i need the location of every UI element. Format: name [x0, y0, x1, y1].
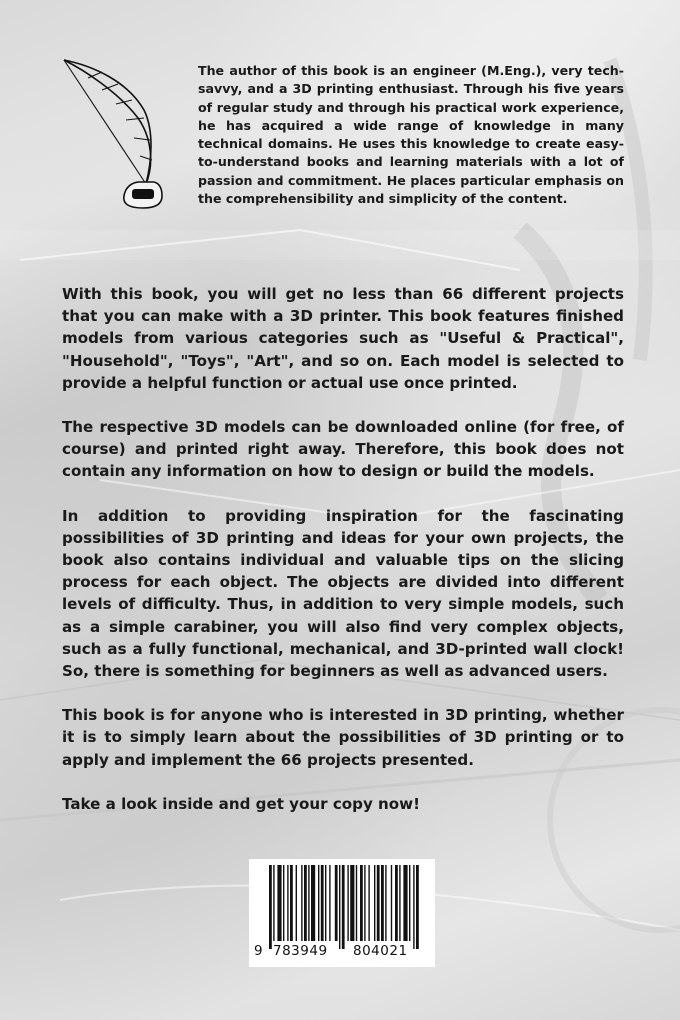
author-bio: The author of this book is an engineer (M.Eng.), very tech-savvy, and a 3D printing enthusiast. Through his five years of regular study and through his practical work experience, he has acquired a wide range of knowledge in many technical domains. He uses this knowledge to create easy-to-understand books and learning materials with a lot of passion and commitment. He places particular emphasis on the comprehensibility and simplicity of the content.: [198, 63, 624, 207]
isbn-number: [249, 943, 435, 963]
barcode-bar: [304, 865, 307, 941]
barcode-bar: [321, 865, 324, 941]
isbn-barcode: [249, 859, 435, 967]
barcode-bar: [391, 865, 392, 941]
barcode-bar: [296, 865, 297, 941]
quill-inkwell-icon: [58, 56, 168, 216]
barcode-bar: [290, 865, 293, 941]
barcode-bar: [273, 865, 274, 941]
barcode-bar: [413, 865, 414, 949]
description-paragraph: This book is for anyone who is interested in 3D printing, whether it is to simply learn about the possibilities of 3D printing or to apply and implement the 66 projects presented.: [62, 706, 624, 769]
book-description: [62, 283, 624, 837]
barcode-bar: [364, 865, 365, 941]
barcode-bar: [399, 865, 400, 941]
description-paragraph: In addition to providing inspiration for the fascinating possibilities of 3D printing and ideas for your own projects, the book also contains individual and valuable tips on the slicing process for each object. The objects are divided into different levels of difficulty. Thus, in addition to very simple models, such as a simple carabiner, you will also find very complex objects, such as a fully functional, mechanical, and 3D-printed wall clock! So, there is something for beginners as well as advanced users.: [62, 506, 624, 681]
barcode-bar: [325, 865, 326, 941]
isbn-right-group: 804021: [353, 943, 408, 959]
barcode-bar: [318, 865, 319, 941]
isbn-lead-digit: 9: [254, 943, 264, 959]
barcode-bar: [301, 865, 302, 941]
barcode-bar: [347, 865, 348, 941]
barcode-bar: [308, 865, 309, 941]
barcode-bar: [287, 865, 288, 941]
barcode-bar: [356, 865, 357, 941]
barcode-bar: [381, 865, 384, 941]
barcode-bar: [339, 865, 340, 949]
barcode-bar: [277, 865, 281, 941]
barcode-bar: [374, 865, 375, 941]
barcode-bar: [350, 865, 354, 941]
barcode-bar: [416, 865, 419, 949]
barcode-bar: [360, 865, 363, 941]
barcode-bar: [409, 865, 410, 941]
barcode-bar: [395, 865, 398, 941]
call-to-action: Take a look inside and get your copy now!: [62, 794, 420, 813]
barcode-bar: [269, 865, 272, 949]
barcode-bar: [377, 865, 380, 941]
description-paragraph: The respective 3D models can be downloaded online (for free, of course) and printed right away. Therefore, this book does not contain any information on how to design or build the models.: [62, 418, 624, 481]
barcode-bar: [335, 865, 338, 941]
barcode-bar: [368, 865, 369, 941]
barcode-bar: [342, 865, 345, 949]
barcode-bar: [385, 865, 386, 941]
isbn-left-group: 783949: [273, 943, 328, 959]
barcode-bar: [283, 865, 284, 941]
barcode-bar: [311, 865, 315, 941]
barcode-bar: [403, 865, 407, 941]
barcode-bar: [329, 865, 330, 941]
description-paragraph: With this book, you will get no less than 66 different projects that you can make with a 3D printer. This book features finished models from various categories such as "Useful & Practical", "Household", "Toys", "Art", and so on. Each model is selected to provide a helpful function or actual use once printed.: [62, 285, 624, 392]
